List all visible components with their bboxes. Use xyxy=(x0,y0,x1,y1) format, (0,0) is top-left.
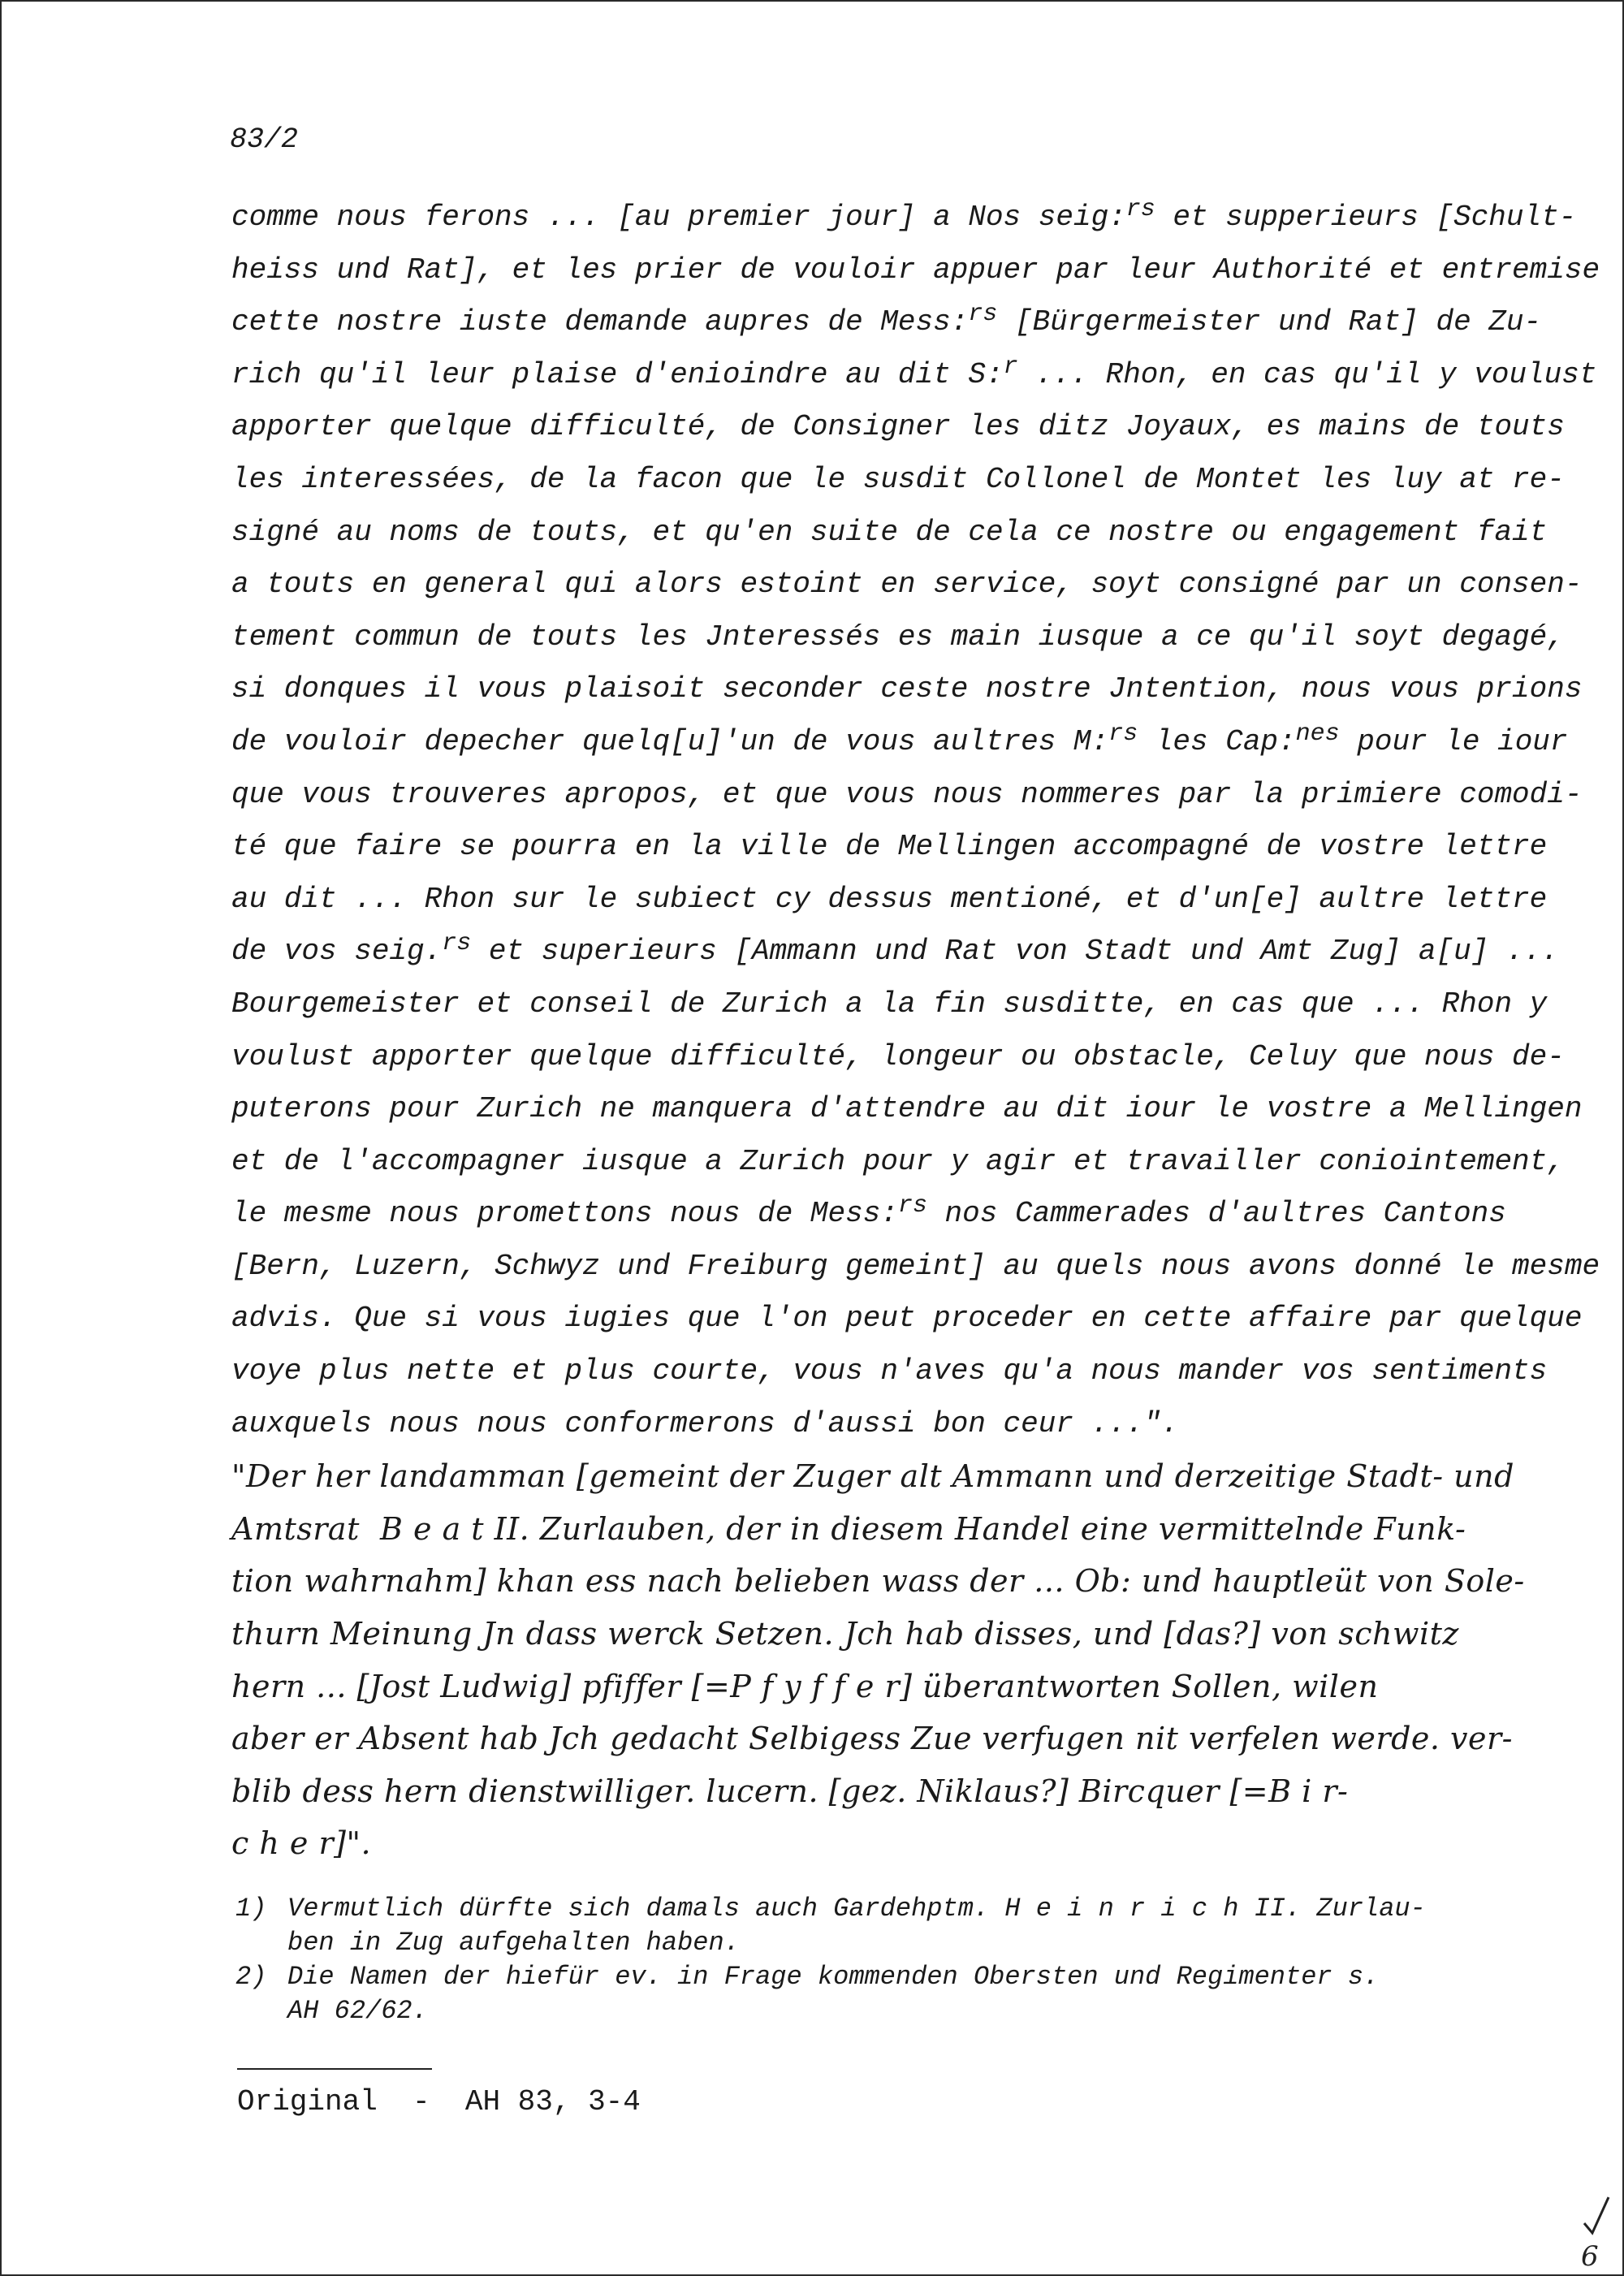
text-line xyxy=(231,401,1565,454)
text-segment: [Bürgermeister und Rat] de Zu- xyxy=(997,305,1542,339)
text-segment: c h e r]". xyxy=(231,1825,372,1862)
text-segment: et superieurs [Ammann und Rat von Stadt und Amt Zug] a[u] ... xyxy=(471,935,1559,969)
french-letter-text xyxy=(231,192,1600,1450)
text-segment: cette nostre iuste demande aupres de Mess: xyxy=(231,305,969,339)
superscript: nes xyxy=(1295,719,1340,748)
text-segment: a touts en general qui alors estoint en service, soyt consigné par un consen- xyxy=(231,568,1583,602)
footnote-text: ben in Zug aufgehalten haben. xyxy=(287,1928,740,1958)
text-line xyxy=(231,874,1548,926)
text-line xyxy=(231,978,1548,1031)
text-line xyxy=(231,192,1577,244)
footnote-number: 1) xyxy=(235,1894,267,1924)
text-line xyxy=(231,1136,1565,1189)
text-segment: té que faire se pourra en la ville de Mellingen accompagné de vostre lettre xyxy=(231,830,1548,864)
text-segment: et supperieurs [Schult- xyxy=(1155,201,1577,234)
text-line xyxy=(231,559,1583,611)
text-segment: et de l'accompagner iusque a Zurich pour y agir et travailler coniointement, xyxy=(231,1144,1565,1178)
text-segment: Amtsrat B e a t II. Zurlauben, der in diesem Handel eine vermittelnde Funk- xyxy=(231,1510,1466,1547)
text-segment: signé au noms de touts, et qu'en suite de cela ce nostre ou engagement fait xyxy=(231,515,1548,549)
handwritten-line xyxy=(231,1450,1531,1503)
text-segment: voulust apporter quelque difficulté, longeur ou obstacle, Celuy que nous de- xyxy=(231,1039,1565,1073)
text-line xyxy=(231,769,1583,822)
superscript: r xyxy=(1003,352,1018,381)
handwritten-check-mark-icon xyxy=(1571,2176,1620,2274)
text-line xyxy=(231,1398,1531,1451)
text-line xyxy=(231,244,1600,297)
footnote-text: Vermutlich dürfte sich damals auch Gardehptm. H e i n r i c h II. Zurlau- xyxy=(287,1894,1426,1924)
text-segment: nos Cammerades d'aultres Cantons xyxy=(926,1197,1506,1231)
footnote-line xyxy=(235,1926,1535,1960)
page-number: 83/2 xyxy=(230,123,299,156)
handwritten-line xyxy=(231,1712,1531,1765)
text-line xyxy=(231,1345,1548,1398)
text-segment: tion wahrnahm] khan ess nach belieben wass der ... Ob: und hauptleüt von Sole- xyxy=(231,1563,1525,1600)
footnote-line xyxy=(235,1994,1535,2028)
text-line xyxy=(231,663,1583,716)
text-segment: pour le iour xyxy=(1339,724,1568,758)
footnote-number: 2) xyxy=(235,1962,267,1992)
text-line xyxy=(231,1241,1600,1293)
text-line xyxy=(231,1293,1583,1345)
main-text xyxy=(231,192,1600,1870)
footnote-divider xyxy=(237,2068,432,2070)
text-segment: le mesme nous promettons nous de Mess: xyxy=(231,1197,898,1231)
text-segment: ... Rhon, en cas qu'il y voulust xyxy=(1017,357,1597,391)
footnote-line xyxy=(235,1892,1535,1926)
handwritten-line xyxy=(231,1765,1531,1818)
text-segment: les interessées, de la facon que le susdit Collonel de Montet les luy at re- xyxy=(231,462,1565,496)
text-segment: "Der her landamman [gemeint der Zuger alt Ammann und derzeitige Stadt- und xyxy=(231,1458,1514,1495)
text-line xyxy=(231,454,1565,507)
superscript: rs xyxy=(1125,196,1155,223)
text-segment: les Cap: xyxy=(1138,724,1296,758)
text-segment: blib dess hern dienstwilliger. lucern. [gez. Niklaus?] Bircquer [=B i r- xyxy=(231,1773,1349,1809)
text-line xyxy=(231,507,1548,559)
handwritten-line xyxy=(231,1503,1531,1556)
text-segment: tement commun de touts les Jnteressés es main iusque a ce qu'il soyt degagé, xyxy=(231,620,1565,654)
text-segment: de vouloir depecher quelq[u]'un de vous aultres M: xyxy=(231,724,1109,758)
text-line xyxy=(231,1083,1583,1136)
text-line xyxy=(231,926,1559,978)
superscript: rs xyxy=(968,300,998,329)
footnote-number xyxy=(235,1926,287,1960)
text-line xyxy=(231,821,1548,874)
footnote-text: Die Namen der hiefür ev. in Frage kommenden Obersten und Regimenter s. xyxy=(287,1962,1380,1992)
text-segment: aber er Absent hab Jch gedacht Selbigess Zue verfugen nit verfelen werde. ver- xyxy=(231,1721,1513,1757)
handwritten-line xyxy=(231,1555,1531,1608)
text-line xyxy=(231,296,1542,349)
text-segment: apporter quelque difficulté, de Consigner les ditz Joyaux, es mains de touts xyxy=(231,410,1565,444)
text-segment: [Bern, Luzern, Schwyz und Freiburg gemeint] au quels nous avons donné le mesme xyxy=(231,1249,1600,1283)
handwritten-line xyxy=(231,1608,1531,1661)
text-segment: que vous trouveres apropos, et que vous nous nommeres par la primiere comodi- xyxy=(231,777,1583,811)
text-line xyxy=(231,611,1565,664)
text-line xyxy=(231,1188,1531,1241)
superscript: rs xyxy=(897,1192,927,1220)
text-segment: Bourgemeister et conseil de Zurich a la fin susditte, en cas que ... Rhon y xyxy=(231,987,1548,1021)
handwritten-line xyxy=(231,1817,1531,1870)
text-segment: de vos seig. xyxy=(231,935,443,969)
text-segment: heiss und Rat], et les prier de vouloir appuer par leur Authorité et entremise xyxy=(231,253,1600,287)
text-segment: voye plus nette et plus courte, vous n'aves qu'a nous mander vos sentiments xyxy=(231,1354,1548,1388)
handwritten-line xyxy=(231,1661,1531,1713)
text-line xyxy=(231,1031,1565,1084)
text-segment: si donques il vous plaisoit seconder ceste nostre Jntention, nous vous prions xyxy=(231,672,1583,706)
german-letter-text xyxy=(231,1450,1531,1870)
text-line xyxy=(231,349,1597,402)
footnote-text: AH 62/62. xyxy=(287,1996,428,2026)
text-line xyxy=(231,716,1568,769)
text-segment: auxquels nous nous conformerons d'aussi bon ceur ...". xyxy=(231,1406,1179,1440)
text-segment: puterons pour Zurich ne manquera d'attendre au dit iour le vostre a Mellingen xyxy=(231,1092,1583,1126)
text-segment: au dit ... Rhon sur le subiect cy dessus mentioné, et d'un[e] aultre lettre xyxy=(231,882,1548,916)
footnotes xyxy=(235,1892,1535,2028)
text-segment: thurn Meinung Jn dass werck Setzen. Jch hab disses, und [das?] von schwitz xyxy=(231,1616,1459,1652)
text-segment: comme nous ferons ... [au premier jour] a Nos seig: xyxy=(231,201,1126,234)
text-segment: hern ... [Jost Ludwig] pfiffer [=P f y f f e r] überantworten Sollen, wilen xyxy=(231,1668,1379,1704)
superscript: rs xyxy=(1108,719,1138,748)
original-reference: Original - AH 83, 3-4 xyxy=(237,2085,641,2118)
text-segment: advis. Que si vous iugies que l'on peut proceder en cette affaire par quelque xyxy=(231,1302,1583,1336)
footnote-number xyxy=(235,1994,287,2028)
footnote-line xyxy=(235,1960,1535,1994)
superscript: rs xyxy=(442,930,472,958)
corner-mark: 6 xyxy=(1581,2240,1599,2273)
text-segment: rich qu'il leur plaise d'enioindre au dit S: xyxy=(231,357,1004,391)
